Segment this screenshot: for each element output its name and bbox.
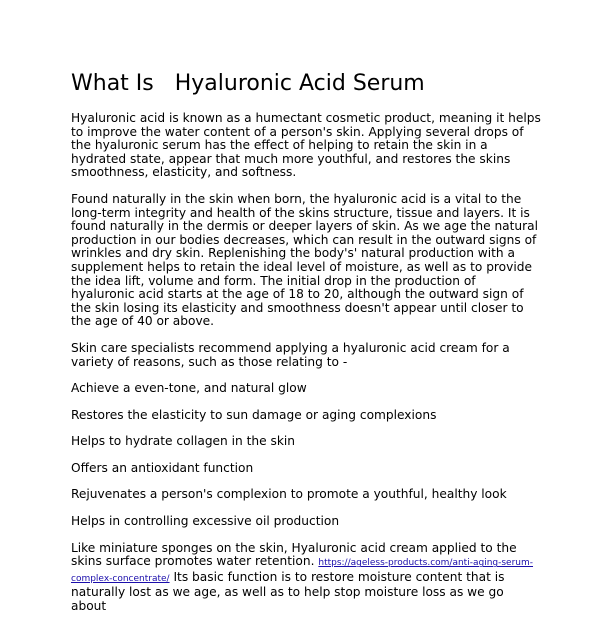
final-text-after-link: Its basic function is to restore moisture content that is naturally lost as we age, as well as to help stop moisture loss as we go about [71, 569, 505, 614]
benefit-item: Offers an antioxidant function [71, 460, 254, 475]
document-content [71, 70, 541, 627]
benefit-item: Helps in controlling excessive oil production [71, 514, 340, 529]
benefit-item: Helps to hydrate collagen in the skin [71, 434, 296, 449]
benefit-item: Achieve a even-tone, and natural glow [71, 381, 307, 396]
benefit-item: Restores the elasticity to sun damage or aging complexions [71, 407, 437, 422]
final-paragraph [71, 542, 541, 614]
body-paragraph: Found naturally in the skin when born, the hyaluronic acid is a vital to the long-term integrity and health of the skins structure, tissue and layers. It is found naturally in the dermis or deeper layers of skin. As we age the natural production in our bodies decreases, which can result in the outward signs of wrinkles and dry skin. Replenishing the body's' natural production with a supplement helps to retain the ideal level of moisture, as well as to provide the idea lift, volume and form. The initial drop in the production of hyaluronic acid starts at the age of 18 to 20, although the outward sign of the skin losing its elasticity and smoothness doesn't appear until closer to the age of 40 or above. [71, 191, 539, 329]
page-title: What Is Hyaluronic Acid Serum [71, 71, 425, 96]
intro-paragraph: Hyaluronic acid is known as a humectant cosmetic product, meaning it helps to improve the water content of a person's skin. Applying several drops of the hyaluronic serum has the effect of helping to retain the skin in a hydrated state, appear that much more youthful, and restores the skins smoothness, elasticity, and softness. [71, 111, 541, 180]
final-text-before-link: Like miniature sponges on the skin, Hyaluronic acid cream applied to the skins surface promotes water retention. [71, 540, 517, 569]
reasons-paragraph: Skin care specialists recommend applying a hyaluronic acid cream for a variety of reasons, such as those relating to - [71, 340, 510, 369]
product-link[interactable]: https://ageless-products.com/anti-aging-serum-complex-concentrate/ [71, 558, 534, 584]
benefit-item: Rejuvenates a person's complexion to promote a youthful, healthy look [71, 487, 507, 502]
